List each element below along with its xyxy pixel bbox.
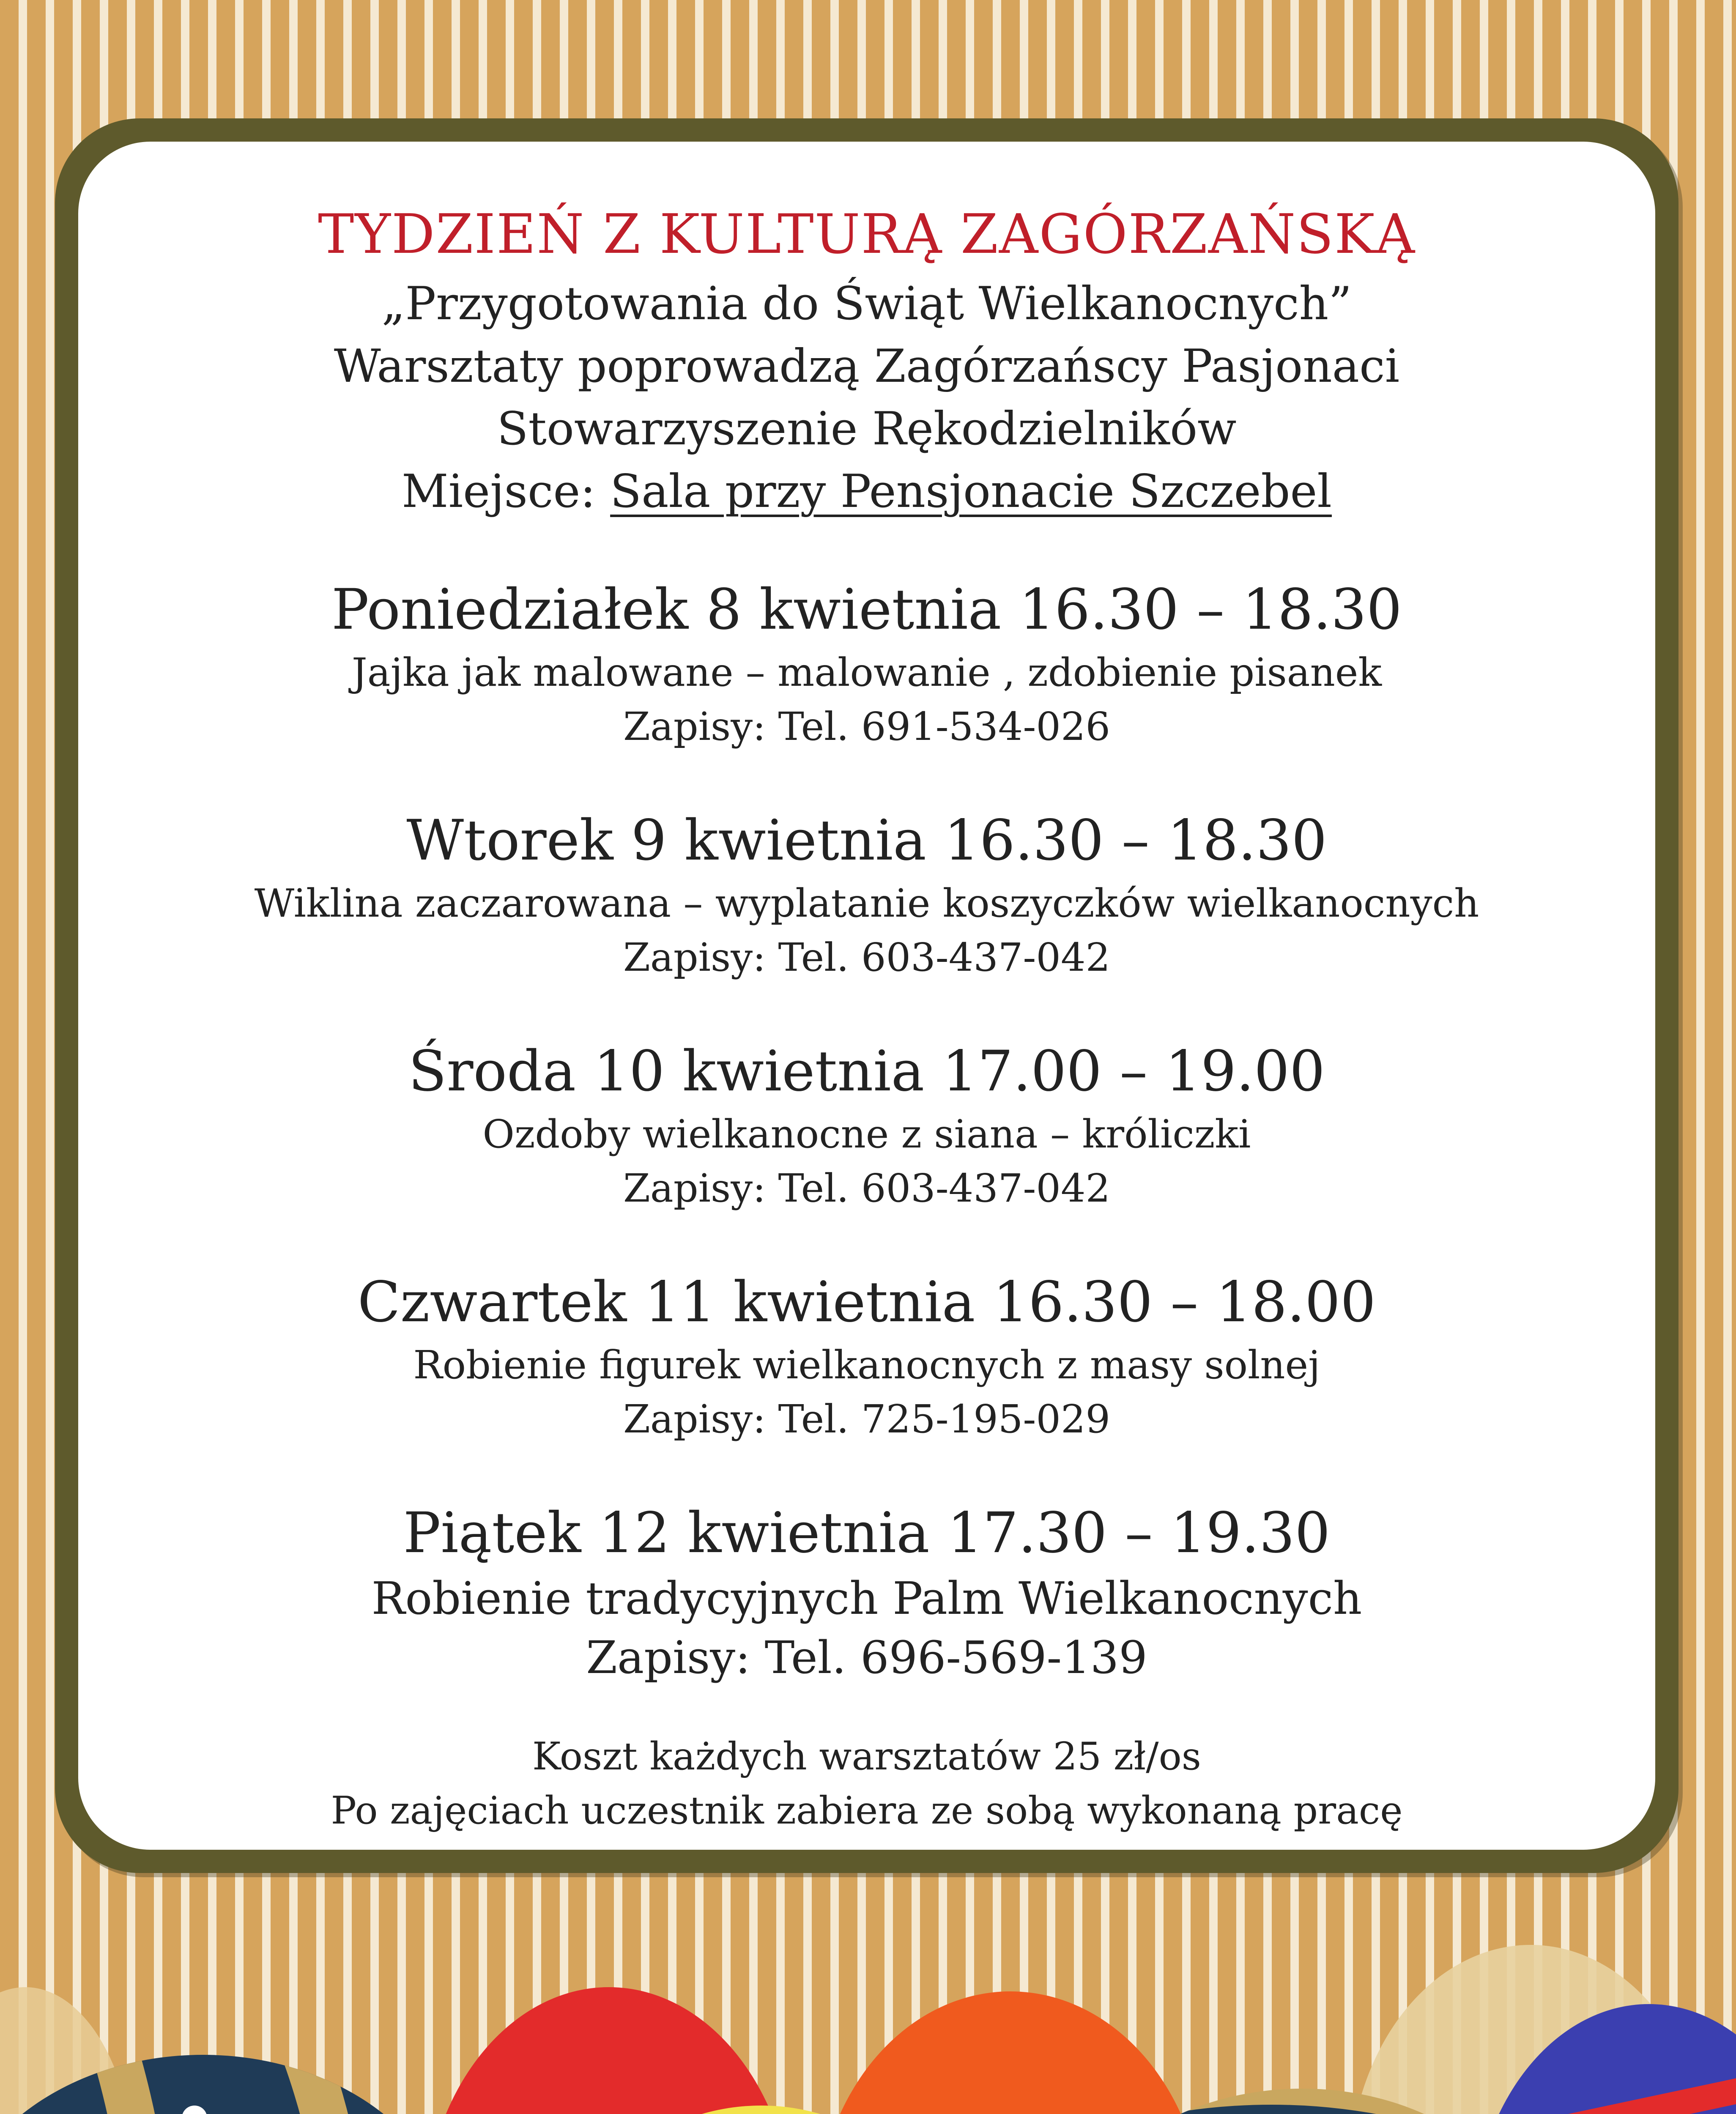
- day-description: Robienie figurek wielkanocnych z masy solnej: [413, 1342, 1320, 1388]
- red-egg: [423, 1987, 795, 2114]
- organizers-line: Warsztaty poprowadzą Zagórzańscy Pasjonaci: [334, 340, 1400, 393]
- day-heading: Poniedziałek 8 kwietnia 16.30 – 18.30: [331, 577, 1402, 642]
- day-signup: Zapisy: Tel. 603-437-042: [623, 935, 1111, 980]
- day-description: Wiklina zaczarowana – wyplatanie koszyczków wielkanocnych: [254, 881, 1479, 926]
- place-line: [78, 460, 1655, 523]
- day-description: Jajka jak malowane – malowanie , zdobienie pisanek: [351, 650, 1382, 695]
- day-heading: Piątek 12 kwietnia 17.30 – 19.30: [403, 1501, 1331, 1566]
- schedule-day-friday: [78, 1497, 1655, 1687]
- schedule-day-tuesday: [78, 805, 1655, 985]
- schedule-day-thursday: [78, 1266, 1655, 1446]
- day-signup: Zapisy: Tel. 603-437-042: [623, 1166, 1111, 1211]
- poster-footer: [78, 1730, 1655, 1838]
- day-heading: Środa 10 kwietnia 17.00 – 19.00: [408, 1039, 1325, 1104]
- day-description: Robienie tradycyjnych Palm Wielkanocnych: [371, 1572, 1362, 1624]
- day-heading: Wtorek 9 kwietnia 16.30 – 18.30: [406, 808, 1327, 873]
- day-signup: Zapisy: Tel. 696-569-139: [586, 1632, 1147, 1684]
- day-signup: Zapisy: Tel. 691-534-026: [623, 704, 1111, 749]
- place-value: Sala przy Pensjonacie Szczebel: [610, 465, 1332, 518]
- schedule-day-monday: [78, 574, 1655, 754]
- poster-content: [78, 142, 1655, 1838]
- day-heading: Czwartek 11 kwietnia 16.30 – 18.00: [357, 1270, 1376, 1335]
- place-label: Miejsce:: [402, 465, 611, 518]
- schedule-day-wednesday: [78, 1035, 1655, 1216]
- easter-eggs-illustration: [0, 1860, 1736, 2114]
- poster-subtitle: „Przygotowania do Świąt Wielkanocnych”: [381, 277, 1352, 330]
- poster-title: TYDZIEŃ Z KULTURĄ ZAGÓRZAŃSKĄ: [318, 203, 1416, 266]
- orange-egg: [816, 1991, 1205, 2114]
- day-description: Ozdoby wielkanocne z siana – króliczki: [482, 1112, 1251, 1157]
- poster-intro: [78, 273, 1655, 523]
- day-signup: Zapisy: Tel. 725-195-029: [623, 1397, 1111, 1442]
- association-name: Stowarzyszenie Rękodzielników: [497, 403, 1237, 455]
- take-home-note: Po zajęciach uczestnik zabiera ze sobą wykonaną pracę: [331, 1788, 1403, 1833]
- cost-note: Koszt każdych warsztatów 25 zł/os: [532, 1734, 1201, 1779]
